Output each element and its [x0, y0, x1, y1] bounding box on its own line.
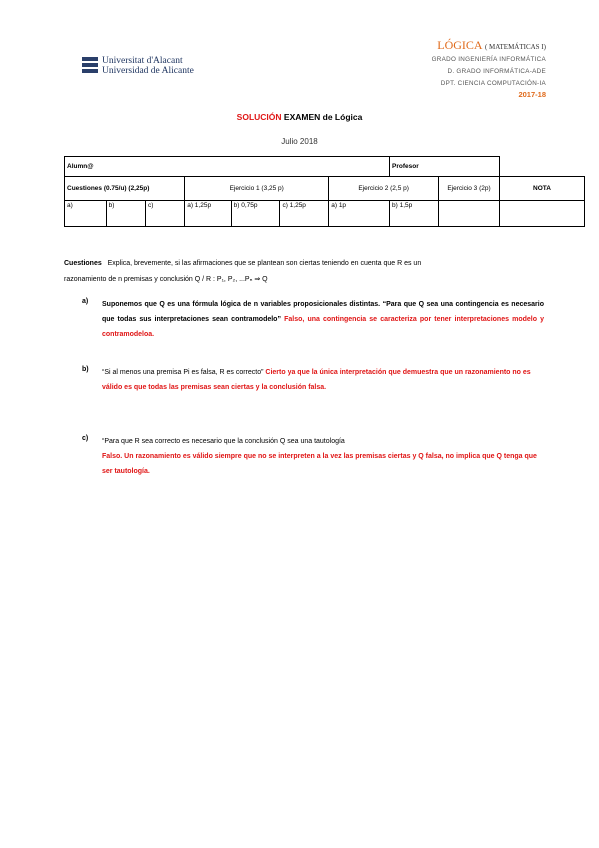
questions-intro — [64, 256, 544, 288]
grade-table — [64, 156, 585, 227]
item-a-label: a) — [82, 298, 89, 305]
degree-line1: GRADO INGENIERÍA INFORMÁTICA — [431, 56, 546, 63]
ejercicio2-header: Ejercicio 2 (2,5 p) — [329, 177, 439, 201]
course-title — [437, 38, 546, 53]
intro-line1 — [64, 256, 544, 272]
cell-ej3 — [439, 201, 500, 227]
item-c-statement: “Para que R sea correcto es necesario que la conclusión Q sea una tautología — [102, 438, 345, 445]
cell-ej2-a: a) 1p — [329, 201, 390, 227]
course-title-sub: ( MATEMÁTICAS I) — [484, 43, 546, 51]
cell-ej1-c: c) 1,25p — [280, 201, 329, 227]
university-name — [102, 56, 194, 76]
ejercicio1-header: Ejercicio 1 (3,25 p) — [185, 177, 329, 201]
page-title — [0, 112, 599, 122]
item-a — [102, 297, 544, 342]
exam-date: Julio 2018 — [281, 137, 318, 146]
course-title-main: LÓGICA — [437, 38, 482, 52]
cuestiones-header: Cuestiones (0.75/u) (2,25p) — [65, 177, 185, 201]
university-name-line2: Universidad de Alicante — [102, 66, 194, 76]
cell-ej1-a: a) 1,25p — [185, 201, 231, 227]
ejercicio3-header: Ejercicio 3 (2p) — [439, 177, 500, 201]
title-solution: SOLUCIÓN — [236, 112, 282, 122]
item-b — [102, 365, 544, 395]
nota-header: NOTA — [500, 177, 585, 201]
cell-cuestion-c: c) — [145, 201, 184, 227]
item-b-statement: “Si al menos una premisa Pi es falsa, R es correcto” — [102, 369, 264, 376]
department-line: DPT. CIENCIA COMPUTACIÓN-IA — [440, 80, 546, 87]
academic-year: 2017-18 — [518, 90, 546, 99]
cell-nota — [500, 201, 585, 227]
item-a-statement: Suponemos que Q es una fórmula lógica de n variables proposicionales distintas. “Para que Q sea una contingencia es necesario que todas sus interpretaciones sean contramodelo” — [102, 301, 544, 323]
degree-line2: D. GRADO INFORMÁTICA-ADE — [447, 68, 546, 75]
item-c — [102, 434, 544, 479]
cell-cuestion-a: a) — [65, 201, 107, 227]
university-logo — [82, 56, 194, 76]
item-c-label: c) — [82, 435, 89, 442]
intro-label: Cuestiones — [64, 260, 102, 267]
student-label: Alumn@ — [65, 157, 390, 177]
university-name-line1: Universitat d'Alacant — [102, 56, 183, 66]
intro-text1: Explica, brevemente, si las afirmaciones que se plantean son ciertas teniendo en cuenta que R es un — [107, 260, 422, 267]
title-rest: EXAMEN de Lógica — [283, 112, 363, 122]
item-a-answer: Falso, una contingencia se caracteriza por tener interpretaciones modelo y contramodeloa. — [102, 316, 544, 338]
intro-line2: razonamiento de n premisas y conclusión Q / R : P₁, P₂, ...Pₙ ⇒ Q — [64, 276, 268, 283]
professor-label: Profesor — [390, 157, 500, 177]
item-c-answer: Falso. Un razonamiento es válido siempre que no se interpreten a la vez las premisas ciertas y Q falsa, no implica que Q tenga que ser tautología. — [102, 453, 537, 475]
item-b-label: b) — [82, 366, 89, 373]
university-shield-icon — [82, 57, 98, 75]
cell-ej2-b: b) 1,5p — [390, 201, 439, 227]
cell-cuestion-b: b) — [106, 201, 145, 227]
cell-ej1-b: b) 0,75p — [231, 201, 280, 227]
item-b-answer: Cierto ya que la única interpretación que demuestra que un razonamiento no es válido es que todas las premisas sean ciertas y la conclusión falsa. — [102, 369, 531, 391]
